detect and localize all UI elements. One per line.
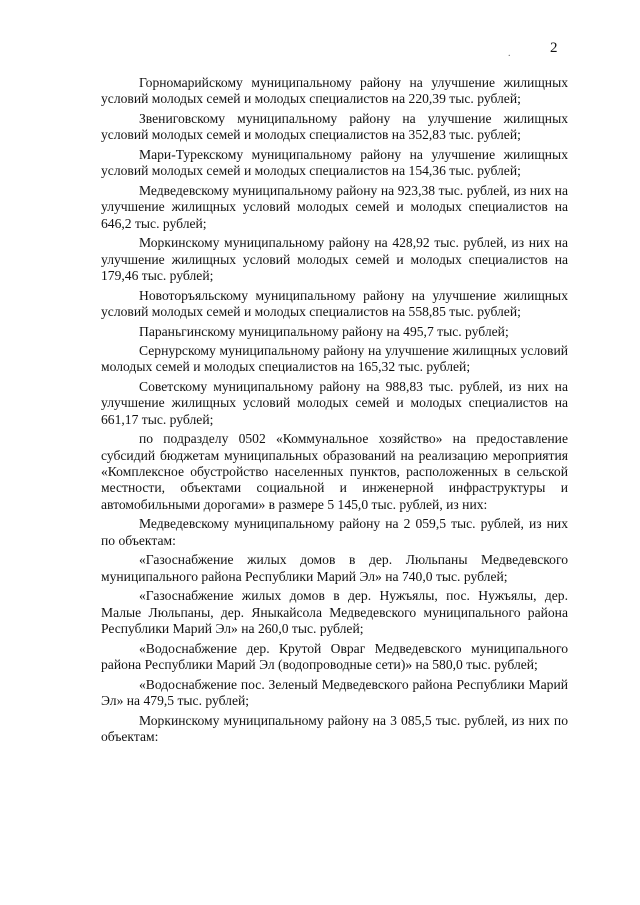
paragraph-subsection-0502: по подразделу 0502 «Коммунальное хозяйство» на предоставление субсидий бюджетам муниципальных образований на реализацию мероприятия «Комплексное обустройство населенных пунктов, расположенных в сельской местности, объектами социальной и инженерной инфраструктуры и автомобильными дорогами» в размере 5 145,0 тыс. рублей, из них: [101, 431, 568, 512]
scan-dot: . [508, 48, 511, 59]
paragraph-medvedevsky-objects: Медведевскому муниципальному району на 2 059,5 тыс. рублей, из них по объектам: [101, 516, 568, 548]
document-body [101, 75, 568, 749]
paragraph-sernursky: Сернурскому муниципальному району на улучшение жилищных условий молодых семей и молодых специалистов на 165,32 тыс. рублей; [101, 343, 568, 375]
paragraph-sovetsky: Советскому муниципальному району на 988,83 тыс. рублей, из них на улучшение жилищных условий молодых семей и молодых специалистов на 661,17 тыс. рублей; [101, 379, 568, 427]
paragraph-water-krutoy-ovrag: «Водоснабжение дер. Крутой Овраг Медведевского муниципального района Республики Марий Эл (водопроводные сети)» на 580,0 тыс. рублей; [101, 640, 568, 672]
paragraph-medvedevsky: Медведевскому муниципальному району на 923,38 тыс. рублей, из них на улучшение жилищных условий молодых семей и молодых специалистов на 646,2 тыс. рублей; [101, 182, 568, 231]
paragraph-gas-lyulpany: «Газоснабжение жилых домов в дер. Люльпаны Медведевского муниципального района Республики Марий Эл» на 740,0 тыс. рублей; [101, 552, 568, 584]
paragraph-mari-turek: Мари-Турекскому муниципальному району на улучшение жилищных условий молодых семей и молодых специалистов на 154,36 тыс. рублей; [101, 146, 568, 179]
paragraph-morkinsky-objects: Моркинскому муниципальному району на 3 085,5 тыс. рублей, из них по объектам: [101, 712, 568, 744]
paragraph-morkinsky: Моркинскому муниципальному району на 428,92 тыс. рублей, из них на улучшение жилищных условий молодых семей и молодых специалистов на 179,46 тыс. рублей; [101, 235, 568, 283]
paragraph-novotoryalsky: Новоторъяльскому муниципальному району на улучшение жилищных условий молодых семей и молодых специалистов на 558,85 тыс. рублей; [101, 287, 568, 319]
paragraph-water-zeleny: «Водоснабжение пос. Зеленый Медведевского района Республики Марий Эл» на 479,5 тыс. рублей; [101, 676, 568, 708]
page-number: 2 [550, 40, 558, 56]
paragraph-zvenigovsky: Звениговскому муниципальному району на улучшение жилищных условий молодых семей и молодых специалистов на 352,83 тыс. рублей; [101, 110, 568, 143]
paragraph-gornomariysky: Горномарийскому муниципальному району на улучшение жилищных условий молодых семей и молодых специалистов на 220,39 тыс. рублей; [101, 75, 568, 107]
paragraph-gas-nuzhyaly: «Газоснабжение жилых домов в дер. Нужъялы, пос. Нужъялы, дер. Малые Люльпаны, дер. Яныкайсола Медведевского муниципального района Республики Марий Эл» на 260,0 тыс. рублей; [101, 588, 568, 636]
paragraph-paranginsky: Параньгинскому муниципальному району на 495,7 тыс. рублей; [139, 323, 509, 339]
